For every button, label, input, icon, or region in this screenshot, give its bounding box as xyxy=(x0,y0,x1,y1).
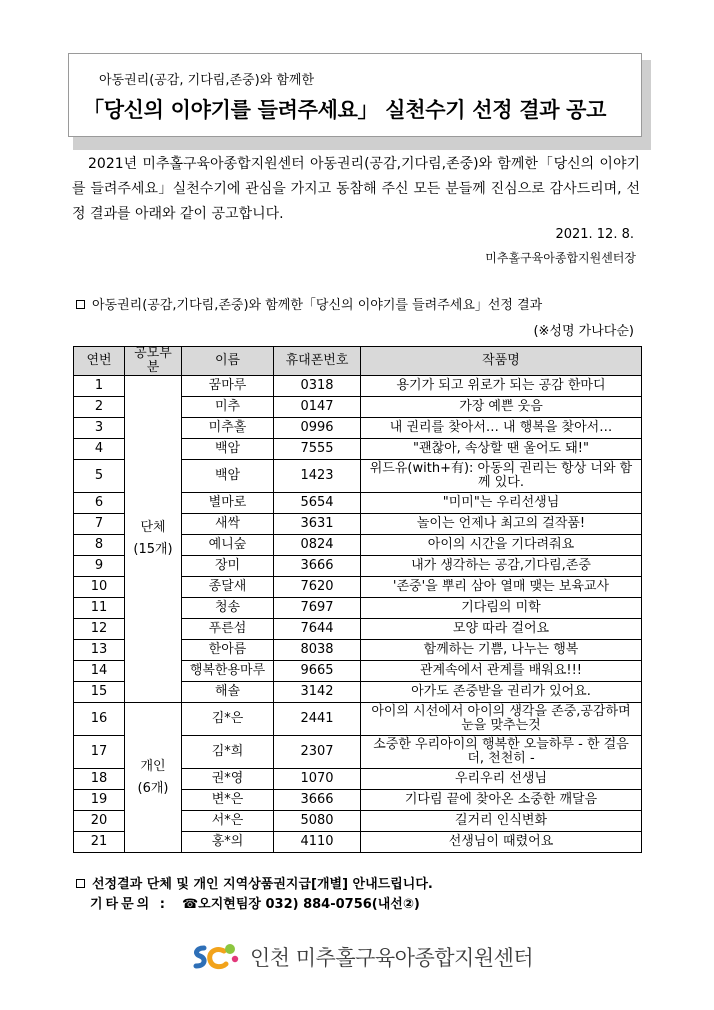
cell-phone: 8038 xyxy=(274,640,361,661)
cell-no: 9 xyxy=(74,556,125,577)
cell-title: 소중한 우리아이의 행복한 오늘하루 - 한 걸음 더, 천천히 - xyxy=(361,736,642,769)
cell-no: 18 xyxy=(74,769,125,790)
intro-paragraph xyxy=(72,152,640,227)
section-heading-text: 아동권리(공감,기다림,존중)와 함께한「당신의 이야기를 들려주세요」선정 결과 xyxy=(92,298,543,313)
cell-title: 아가도 존중받을 권리가 있어요. xyxy=(361,682,642,703)
center-logo-icon xyxy=(190,942,242,972)
cell-no: 6 xyxy=(74,493,125,514)
cell-no: 8 xyxy=(74,535,125,556)
cell-name: 별마로 xyxy=(182,493,274,514)
cell-phone: 9665 xyxy=(274,661,361,682)
cell-no: 12 xyxy=(74,619,125,640)
cell-phone: 3666 xyxy=(274,556,361,577)
cell-name: 새싹 xyxy=(182,514,274,535)
cell-phone: 3666 xyxy=(274,790,361,811)
col-header-no: 연번 xyxy=(74,347,125,376)
cell-no: 5 xyxy=(74,460,125,493)
table-row xyxy=(74,703,642,736)
footer-notice-text: 선정결과 단체 및 개인 지역상품권지급[개별] 안내드립니다. xyxy=(92,877,433,892)
cell-name: 서*은 xyxy=(182,811,274,832)
cell-phone: 3142 xyxy=(274,682,361,703)
cell-phone: 1070 xyxy=(274,769,361,790)
cell-no: 3 xyxy=(74,418,125,439)
cell-name: 해솔 xyxy=(182,682,274,703)
cell-name: 미추홀 xyxy=(182,418,274,439)
cell-phone: 7555 xyxy=(274,439,361,460)
cell-title: 기다림의 미학 xyxy=(361,598,642,619)
cell-no: 7 xyxy=(74,514,125,535)
col-header-phone: 휴대폰번호 xyxy=(274,347,361,376)
page-title: 「당신의 이야기를 들려주세요」 실천수기 선정 결과 공고 xyxy=(83,98,607,122)
cell-name: 김*희 xyxy=(182,736,274,769)
cell-title: '존중'을 뿌리 삼아 열매 맺는 보육교사 xyxy=(361,577,642,598)
cell-title: 가장 예쁜 웃음 xyxy=(361,397,642,418)
cell-title: 놀이는 언제나 최고의 걸작품! xyxy=(361,514,642,535)
cell-name: 행복한용마루 xyxy=(182,661,274,682)
cell-name: 장미 xyxy=(182,556,274,577)
cell-no: 17 xyxy=(74,736,125,769)
cell-title: 내 권리를 찾아서… 내 행복을 찾아서… xyxy=(361,418,642,439)
intro-text: 2021년 미추홀구육아종합지원센터 아동권리(공감,기다림,존중)와 함께한「당신의 이야기를 들려주세요」실천수기에 관심을 가지고 동참해 주신 모든 분들께 진심으로 감사드리며, 선정 결과를 아래와 같이 공고합니다. xyxy=(72,156,640,222)
cell-title: 함께하는 기쁨, 나누는 행복 xyxy=(361,640,642,661)
checkbox-bullet-icon xyxy=(76,879,85,888)
subtitle: 아동권리(공감, 기다림,존중)와 함께한 xyxy=(99,73,315,88)
cell-no: 1 xyxy=(74,376,125,397)
category-count: (15개) xyxy=(133,542,173,557)
cell-name: 백암 xyxy=(182,439,274,460)
cell-no: 16 xyxy=(74,703,125,736)
cell-phone: 0318 xyxy=(274,376,361,397)
category-group-cell xyxy=(125,376,182,703)
cell-title: 위드유(with+有): 아동의 권리는 항상 너와 함께 있다. xyxy=(361,460,642,493)
issuer: 미추홀구육아종합지원센터장 xyxy=(485,251,636,265)
cell-title: 기다림 끝에 찾아온 소중한 깨달음 xyxy=(361,790,642,811)
cell-title: 선생님이 때렸어요 xyxy=(361,832,642,853)
cell-title: 아이의 시선에서 아이의 생각을 존중,공감하며 눈을 맞추는것 xyxy=(361,703,642,736)
category-label: 개인 xyxy=(140,758,166,774)
cell-name: 한아름 xyxy=(182,640,274,661)
cell-title: "괜찮아, 속상할 땐 울어도 돼!" xyxy=(361,439,642,460)
cell-phone: 4110 xyxy=(274,832,361,853)
cell-phone: 2441 xyxy=(274,703,361,736)
cell-title: 아이의 시간을 기다려줘요 xyxy=(361,535,642,556)
cell-phone: 0824 xyxy=(274,535,361,556)
cell-phone: 3631 xyxy=(274,514,361,535)
cell-phone: 0147 xyxy=(274,397,361,418)
cell-title: 관계속에서 관계를 배워요!!! xyxy=(361,661,642,682)
contact-label: 기타문의 : xyxy=(90,897,168,912)
cell-phone: 2307 xyxy=(274,736,361,769)
category-group-cell xyxy=(125,703,182,853)
cell-name: 김*은 xyxy=(182,703,274,736)
col-header-name: 이름 xyxy=(182,347,274,376)
announcement-date: 2021. 12. 8. xyxy=(555,227,634,242)
cell-name: 종달새 xyxy=(182,577,274,598)
cell-name: 미추 xyxy=(182,397,274,418)
cell-name: 청송 xyxy=(182,598,274,619)
cell-phone: 1423 xyxy=(274,460,361,493)
cell-no: 2 xyxy=(74,397,125,418)
cell-no: 21 xyxy=(74,832,125,853)
table-row xyxy=(74,376,642,397)
cell-name: 푸른섬 xyxy=(182,619,274,640)
cell-no: 20 xyxy=(74,811,125,832)
cell-phone: 0996 xyxy=(274,418,361,439)
cell-name: 백암 xyxy=(182,460,274,493)
cell-phone: 7697 xyxy=(274,598,361,619)
section-heading xyxy=(76,294,542,313)
cell-title: 모양 따라 걸어요 xyxy=(361,619,642,640)
center-logo xyxy=(190,942,533,972)
col-header-title: 작품명 xyxy=(361,347,642,376)
cell-title: 길거리 인식변화 xyxy=(361,811,642,832)
checkbox-bullet-icon xyxy=(76,300,85,309)
cell-no: 11 xyxy=(74,598,125,619)
cell-phone: 7644 xyxy=(274,619,361,640)
cell-name: 꿈마루 xyxy=(182,376,274,397)
results-table xyxy=(73,346,642,853)
cell-no: 13 xyxy=(74,640,125,661)
cell-no: 10 xyxy=(74,577,125,598)
cell-no: 19 xyxy=(74,790,125,811)
cell-title: 우리우리 선생님 xyxy=(361,769,642,790)
logo-text: 인천 미추홀구육아종합지원센터 xyxy=(250,946,534,970)
cell-title: 내가 생각하는 공감,기다림,존중 xyxy=(361,556,642,577)
cell-no: 4 xyxy=(74,439,125,460)
cell-no: 15 xyxy=(74,682,125,703)
cell-phone: 7620 xyxy=(274,577,361,598)
cell-name: 권*영 xyxy=(182,769,274,790)
footer-notice xyxy=(76,873,433,892)
cell-no: 14 xyxy=(74,661,125,682)
contact-value: ☎오지현팀장 032) 884-0756(내선②) xyxy=(181,897,420,912)
cell-name: 변*은 xyxy=(182,790,274,811)
cell-title: 용기가 되고 위로가 되는 공감 한마디 xyxy=(361,376,642,397)
title-box xyxy=(68,53,642,137)
category-label: 단체 xyxy=(140,520,166,535)
sort-note: (※성명 가나다순) xyxy=(533,324,634,339)
cell-name: 예니숲 xyxy=(182,535,274,556)
table-header-row xyxy=(74,347,642,376)
category-count: (6개) xyxy=(137,780,169,796)
cell-phone: 5654 xyxy=(274,493,361,514)
col-header-category: 공모부분 xyxy=(125,347,182,376)
cell-title: "미미"는 우리선생님 xyxy=(361,493,642,514)
cell-phone: 5080 xyxy=(274,811,361,832)
cell-name: 홍*의 xyxy=(182,832,274,853)
footer-contact xyxy=(90,893,420,912)
